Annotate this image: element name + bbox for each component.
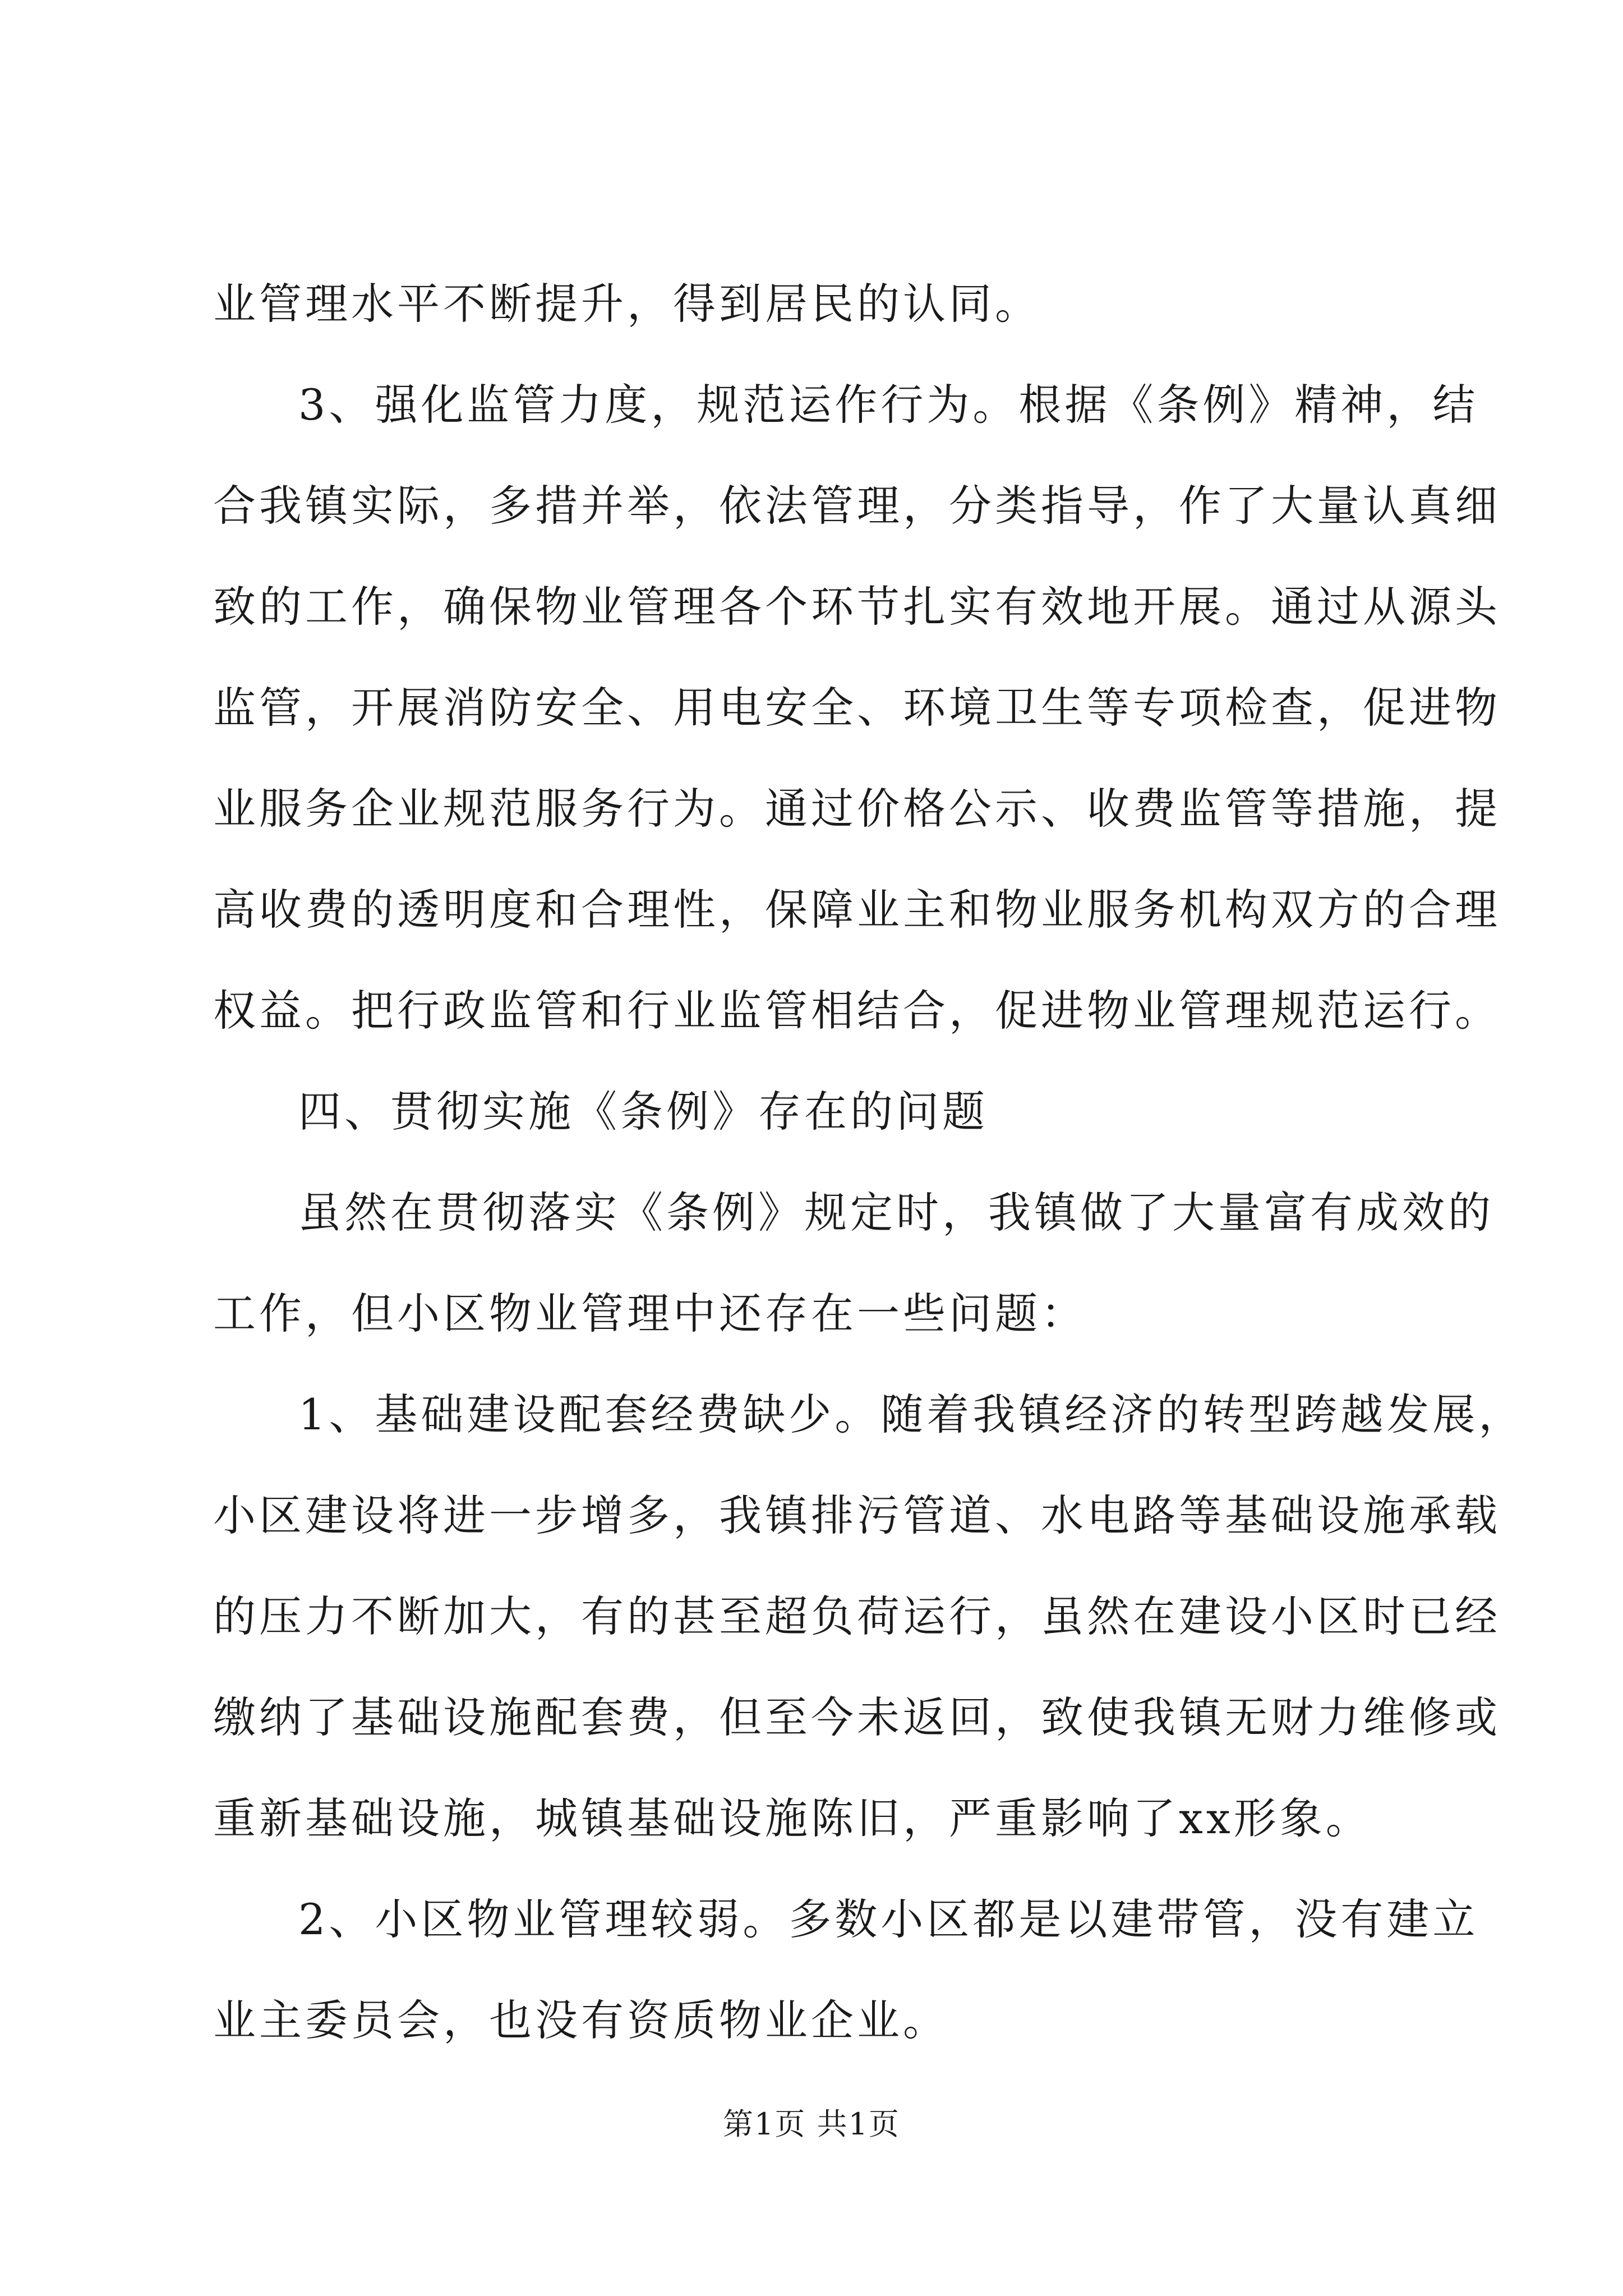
- text-line: 2、小区物业管理较弱。多数小区都是以建带管，没有建立: [298, 1894, 1479, 1944]
- text-line: 业管理水平不断提升，得到居民的认同。: [213, 279, 1041, 329]
- text-line: 虽然在贯彻落实《条例》规定时，我镇做了大量富有成效的: [298, 1188, 1494, 1237]
- body-text: [213, 254, 1525, 2071]
- text-line: 合我镇实际，多措并举，依法管理，分类指导，作了大量认真细: [213, 481, 1501, 531]
- section-heading: 四、贯彻实施《条例》存在的问题: [298, 1087, 988, 1137]
- text-line: 工作，但小区物业管理中还存在一些问题：: [213, 1289, 1087, 1338]
- text-line: 1、基础建设配套经费缺少。随着我镇经济的转型跨越发展，: [298, 1389, 1525, 1439]
- text-line: 高收费的透明度和合理性，保障业主和物业服务机构双方的合理: [213, 885, 1501, 935]
- text-line: 的压力不断加大，有的甚至超负荷运行，虽然在建设小区时已经: [213, 1591, 1501, 1641]
- page-footer: 第1页 共1页: [723, 2106, 900, 2142]
- text-line: 重新基础设施，城镇基础设施陈旧，严重影响了xx形象。: [213, 1793, 1372, 1843]
- text-line: 监管，开展消防安全、用电安全、环境卫生等专项检查，促进物: [213, 683, 1501, 733]
- text-line: 小区建设将进一步增多，我镇排污管道、水电路等基础设施承载: [213, 1490, 1501, 1540]
- text-line: 3、强化监管力度，规范运作行为。根据《条例》精神，结: [298, 380, 1479, 430]
- text-line: 业服务企业规范服务行为。通过价格公示、收费监管等措施，提: [213, 784, 1501, 834]
- text-line: 权益。把行政监管和行业监管相结合，促进物业管理规范运行。: [213, 986, 1501, 1036]
- text-line: 缴纳了基础设施配套费，但至今未返回，致使我镇无财力维修或: [213, 1692, 1501, 1742]
- text-line: 致的工作，确保物业管理各个环节扎实有效地开展。通过从源头: [213, 582, 1501, 632]
- text-line: 业主委员会，也没有资质物业企业。: [213, 1995, 949, 2045]
